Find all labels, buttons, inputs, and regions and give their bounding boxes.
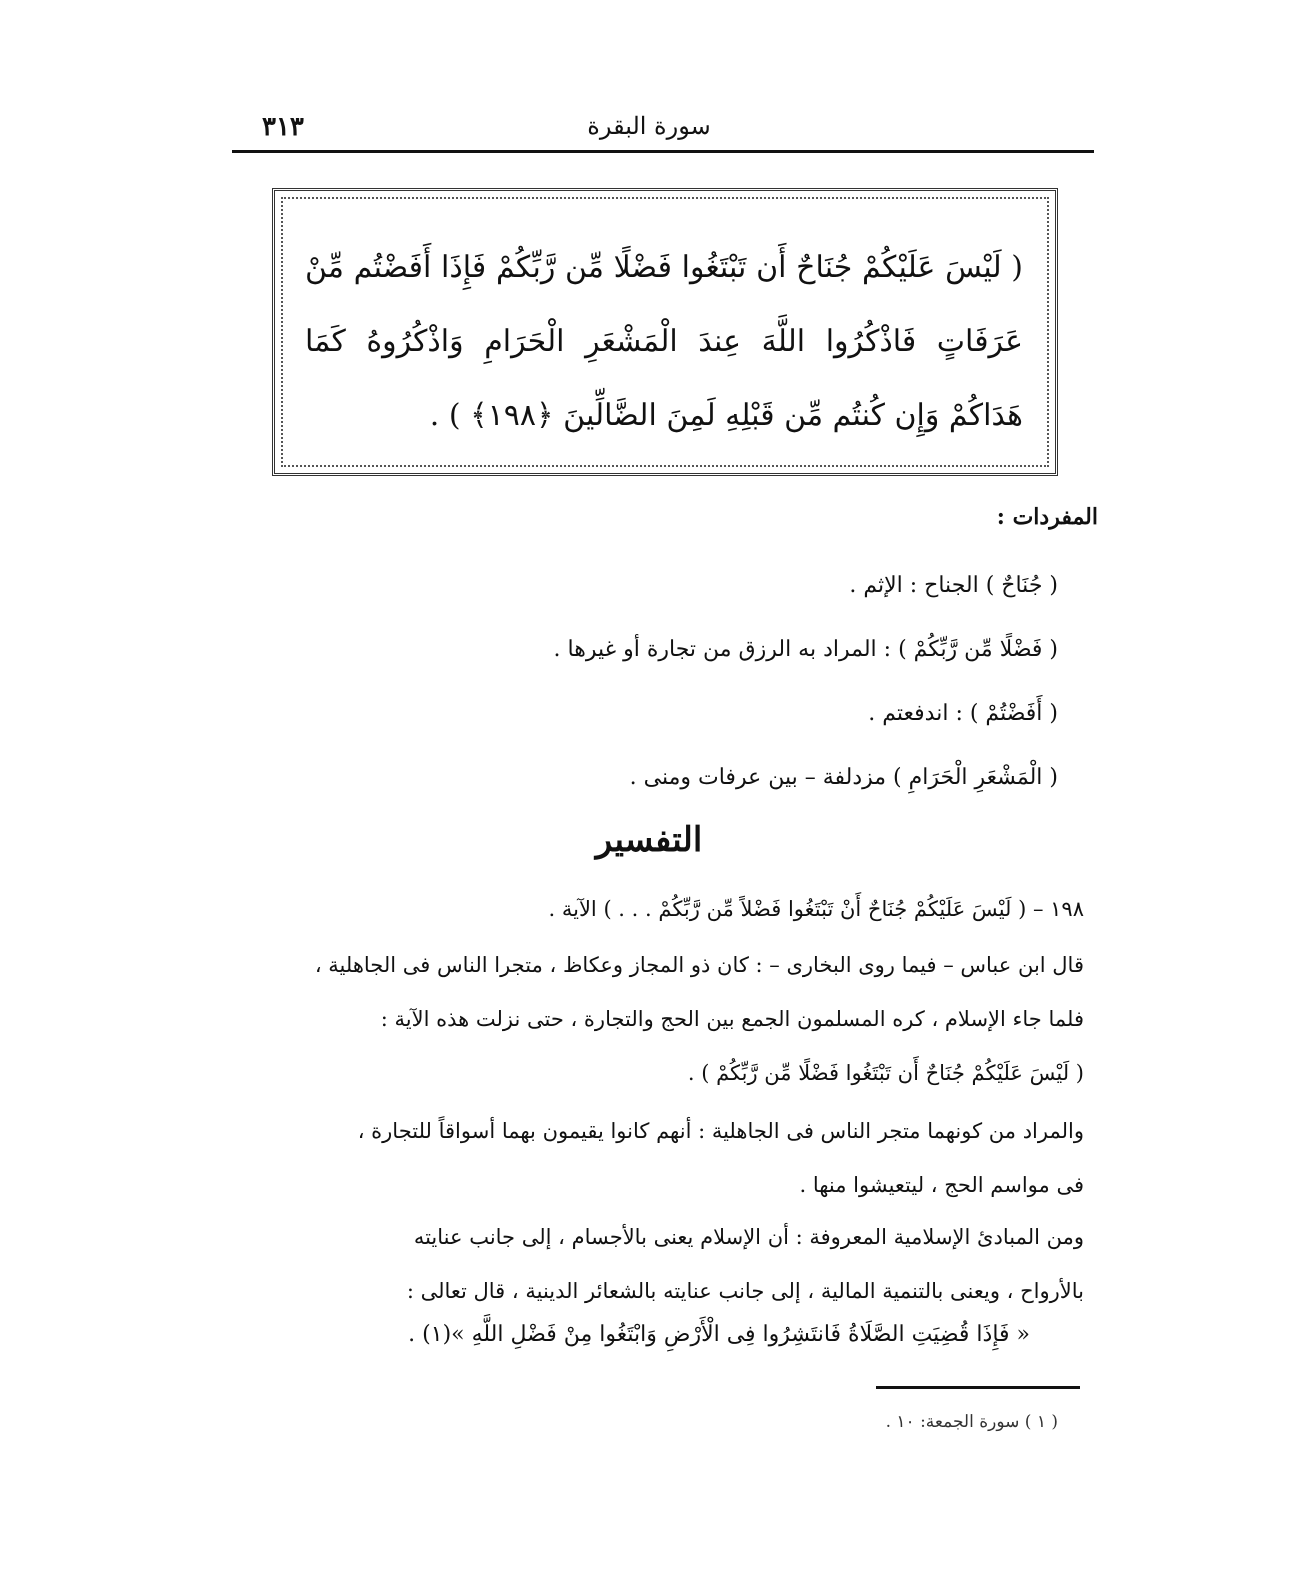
- verse-frame: [272, 188, 1058, 476]
- paragraph-line: ومن المبادئ الإسلامية المعروفة : أن الإسلام يعنى بالأجسام ، إلى جانب عنايته: [413, 1225, 1084, 1249]
- verse-reference-line: ١٩٨ – ( لَيْسَ عَلَيْكُمْ جُنَاحٌ أَنْ تَبْتَغُوا فَضْلاً مِّن رَّبِّكُمْ . . . ) الآية .: [548, 897, 1084, 921]
- paragraph-line: فلما جاء الإسلام ، كره المسلمون الجمع بين الحج والتجارة ، حتى نزلت هذه الآية :: [380, 1007, 1084, 1031]
- running-title: سورة البقرة: [587, 112, 711, 140]
- paragraph-line: بالأرواح ، ويعنى بالتنمية المالية ، إلى جانب عنايته بالشعائر الدينية ، قال تعالى :: [406, 1279, 1084, 1303]
- paragraph-line: والمراد من كونهما متجر الناس فى الجاهلية : أنهم كانوا يقيمون بهما أسواقاً للتجارة ،: [357, 1119, 1084, 1143]
- tafsir-heading: التفسير: [595, 820, 703, 860]
- footnote: ( ١ ) سورة الجمعة: ١٠ .: [885, 1412, 1058, 1432]
- vocabulary-item: ( جُنَاحٌ ) الجناح : الإثم .: [849, 573, 1058, 598]
- page-number: ٣١٣: [262, 112, 304, 142]
- paragraph-line: ( لَيْسَ عَلَيْكُمْ جُنَاحٌ أَن تَبْتَغُوا فَضْلًا مِّن رَّبِّكُمْ ) .: [687, 1061, 1084, 1085]
- paragraph-ibn-abbas: [234, 938, 1084, 1100]
- vocabulary-item: ( فَضْلًا مِّن رَّبِّكُمْ ) : المراد به الرزق من تجارة أو غيرها .: [553, 637, 1058, 662]
- vocabulary-heading: المفردات :: [996, 504, 1098, 530]
- paragraph-line: قال ابن عباس – فيما روى البخارى – : كان ذو المجاز وعكاظ ، متجرا الناس فى الجاهلية ،: [314, 953, 1084, 977]
- verse-reference: [234, 882, 1084, 936]
- vocabulary-list: [298, 566, 1058, 822]
- header-rule: [232, 150, 1094, 153]
- paragraph-principles: [234, 1210, 1084, 1318]
- vocabulary-item: ( أَفَضْتُمْ ) : اندفعتم .: [868, 701, 1058, 726]
- quran-quote: « فَإِذَا قُضِيَتِ الصَّلَاةُ فَانتَشِرُوا فِى الْأَرْضِ وَابْتَغُوا مِنْ فَضْلِ اللَّهِ »(١) .: [408, 1322, 1030, 1347]
- paragraph-line: فى مواسم الحج ، ليتعيشوا منها .: [799, 1173, 1084, 1197]
- vocabulary-item: ( الْمَشْعَرِ الْحَرَامِ ) مزدلفة – بين عرفات ومنى .: [629, 765, 1058, 790]
- paragraph-markets: [234, 1104, 1084, 1212]
- verse-text: ( لَيْسَ عَلَيْكُمْ جُنَاحٌ أَن تَبْتَغُوا فَضْلًا مِّن رَّبِّكُمْ فَإِذَا أَفَضْتُم مِّنْ عَرَفَاتٍ فَاذْكُرُوا اللَّهَ عِندَ الْمَشْعَرِ الْحَرَامِ وَاذْكُرُوهُ كَمَا هَدَاكُمْ وَإِن كُنتُم مِّن قَبْلِهِ لَمِنَ الضَّالِّينَ ﴿١٩٨﴾ ) .: [305, 250, 1024, 433]
- footnote-rule: [876, 1386, 1080, 1389]
